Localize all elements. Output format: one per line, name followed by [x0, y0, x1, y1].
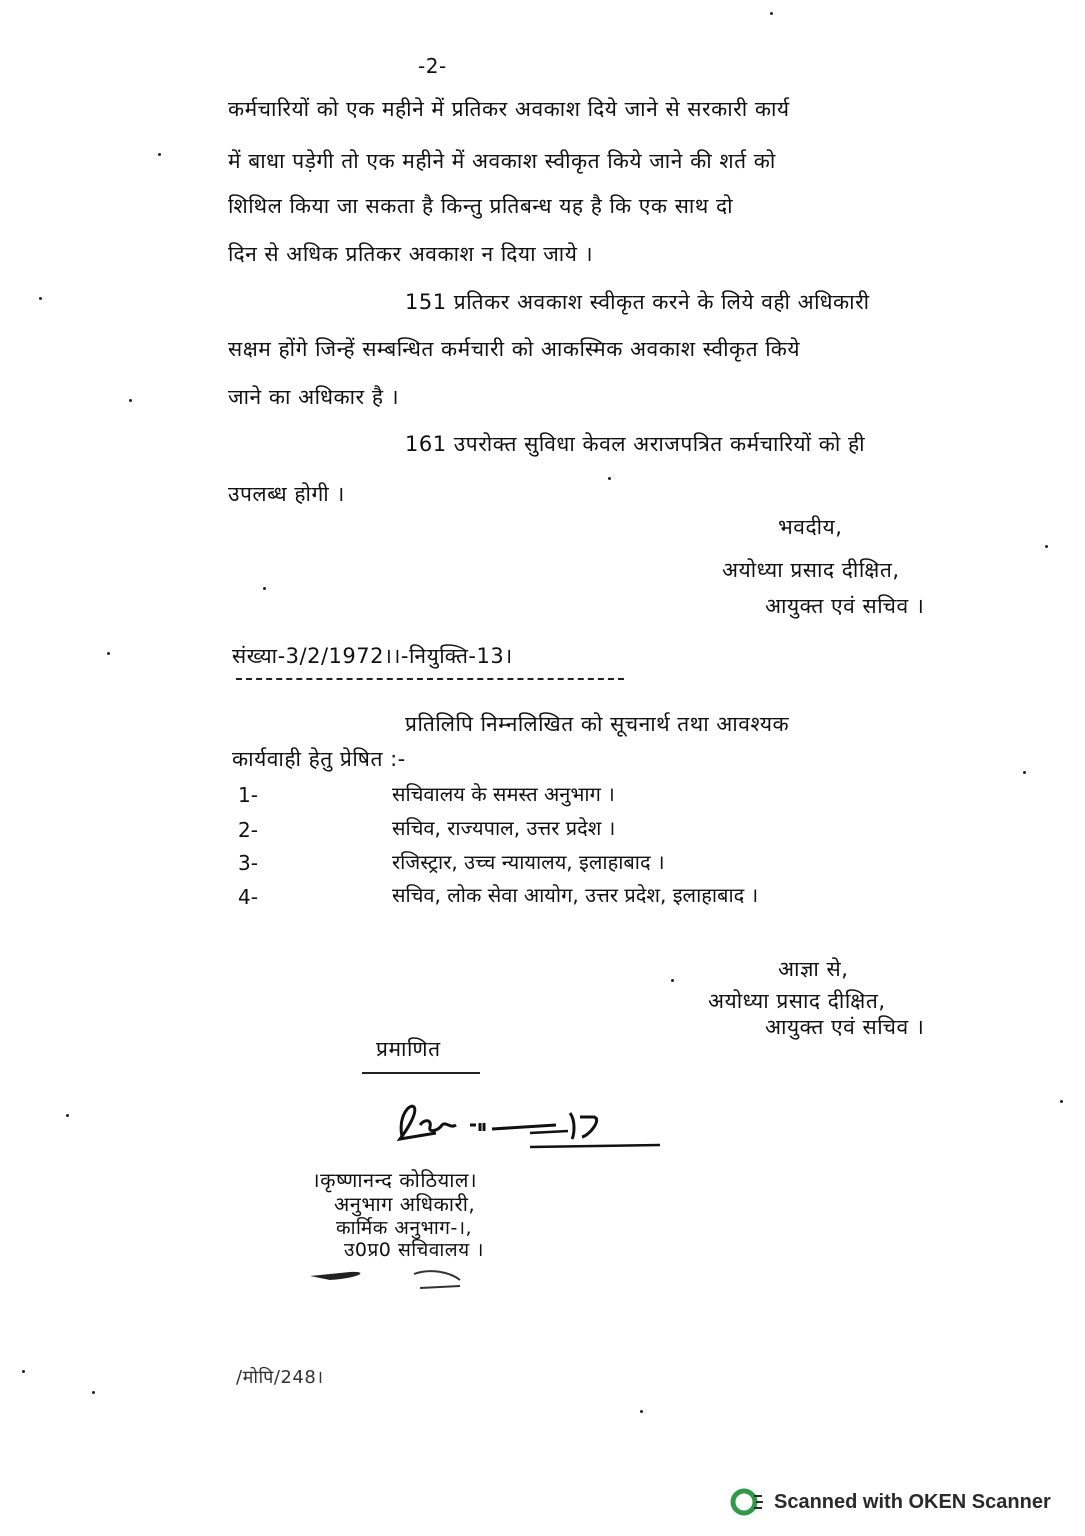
recipient-item: सचिव, राज्यपाल, उत्तर प्रदेश । — [392, 816, 616, 840]
recipient-number: 4- — [238, 885, 258, 909]
recipient-item: सचिव, लोक सेवा आयोग, उत्तर प्रदेश, इलाहाबाद । — [392, 883, 759, 907]
signatory-name: अयोध्या प्रसाद दीक्षित, — [708, 989, 886, 1013]
clause-5-line: जाने का अधिकार है । — [228, 385, 400, 409]
recipient-item: रजिस्ट्रार, उच्च न्यायालय, इलाहाबाद । — [392, 850, 665, 874]
attestor-name: ।कृष्णानन्द कोठियाल। — [312, 1168, 478, 1192]
recipient-number: 3- — [238, 851, 258, 875]
signatory-name: अयोध्या प्रसाद दीक्षित, — [722, 558, 900, 582]
attestor-office: उ0प्र0 सचिवालय । — [344, 1239, 484, 1261]
handwritten-signature — [380, 1095, 670, 1165]
signatory-designation: आयुक्त एवं सचिव । — [765, 594, 925, 618]
paragraph-line: शिथिल किया जा सकता है किन्तु प्रतिबन्ध यह है कि एक साथ दो — [228, 194, 734, 218]
ink-smudge — [290, 1262, 490, 1302]
recipient-number: 2- — [238, 818, 258, 842]
attested-label: प्रमाणित — [376, 1037, 441, 1061]
paragraph-line: कर्मचारियों को एक महीने में प्रतिकर अवकाश दिये जाने से सरकारी कार्य — [228, 97, 790, 121]
order-line: आज्ञा से, — [778, 957, 849, 981]
copy-intro-line: प्रतिलिपि निम्नलिखित को सूचनार्थ तथा आवश्यक — [405, 712, 790, 736]
signatory-designation: आयुक्त एवं सचिव । — [765, 1015, 925, 1039]
copy-intro-line: कार्यवाही हेतु प्रेषित :- — [232, 747, 406, 771]
clause-5-line: सक्षम होंगे जिन्हें सम्बन्धित कर्मचारी को आकस्मिक अवकाश स्वीकृत किये — [228, 337, 801, 361]
oken-scanner-logo-icon — [730, 1487, 764, 1517]
paragraph-line: दिन से अधिक प्रतिकर अवकाश न दिया जाये । — [228, 242, 594, 266]
recipient-number: 1- — [238, 783, 258, 807]
scanner-watermark — [730, 1486, 1051, 1518]
reference-underline — [236, 678, 624, 680]
clause-6-line: 161 उपरोक्त सुविधा केवल अराजपत्रित कर्मचारियों को ही — [405, 432, 866, 456]
scanner-label: Scanned with OKEN Scanner — [774, 1490, 1051, 1513]
clause-6-line: उपलब्ध होगी । — [228, 482, 345, 506]
salutation: भवदीय, — [778, 515, 843, 539]
recipient-item: सचिवालय के समस्त अनुभाग । — [392, 782, 615, 806]
reference-number: संख्या-3/2/1972।।-नियुक्ति-13। — [232, 644, 513, 668]
paragraph-line: में बाधा पड़ेगी तो एक महीने में अवकाश स्वीकृत किये जाने की शर्त को — [228, 149, 776, 173]
clause-5-line: 151 प्रतिकर अवकाश स्वीकृत करने के लिये वही अधिकारी — [405, 290, 870, 314]
page-number: -2- — [418, 54, 447, 78]
attestor-title: अनुभाग अधिकारी, — [334, 1192, 476, 1216]
attestor-section: कार्मिक अनुभाग-।, — [336, 1217, 473, 1239]
attested-underline — [362, 1072, 480, 1074]
footer-code: /मोपि/248। — [236, 1367, 324, 1388]
